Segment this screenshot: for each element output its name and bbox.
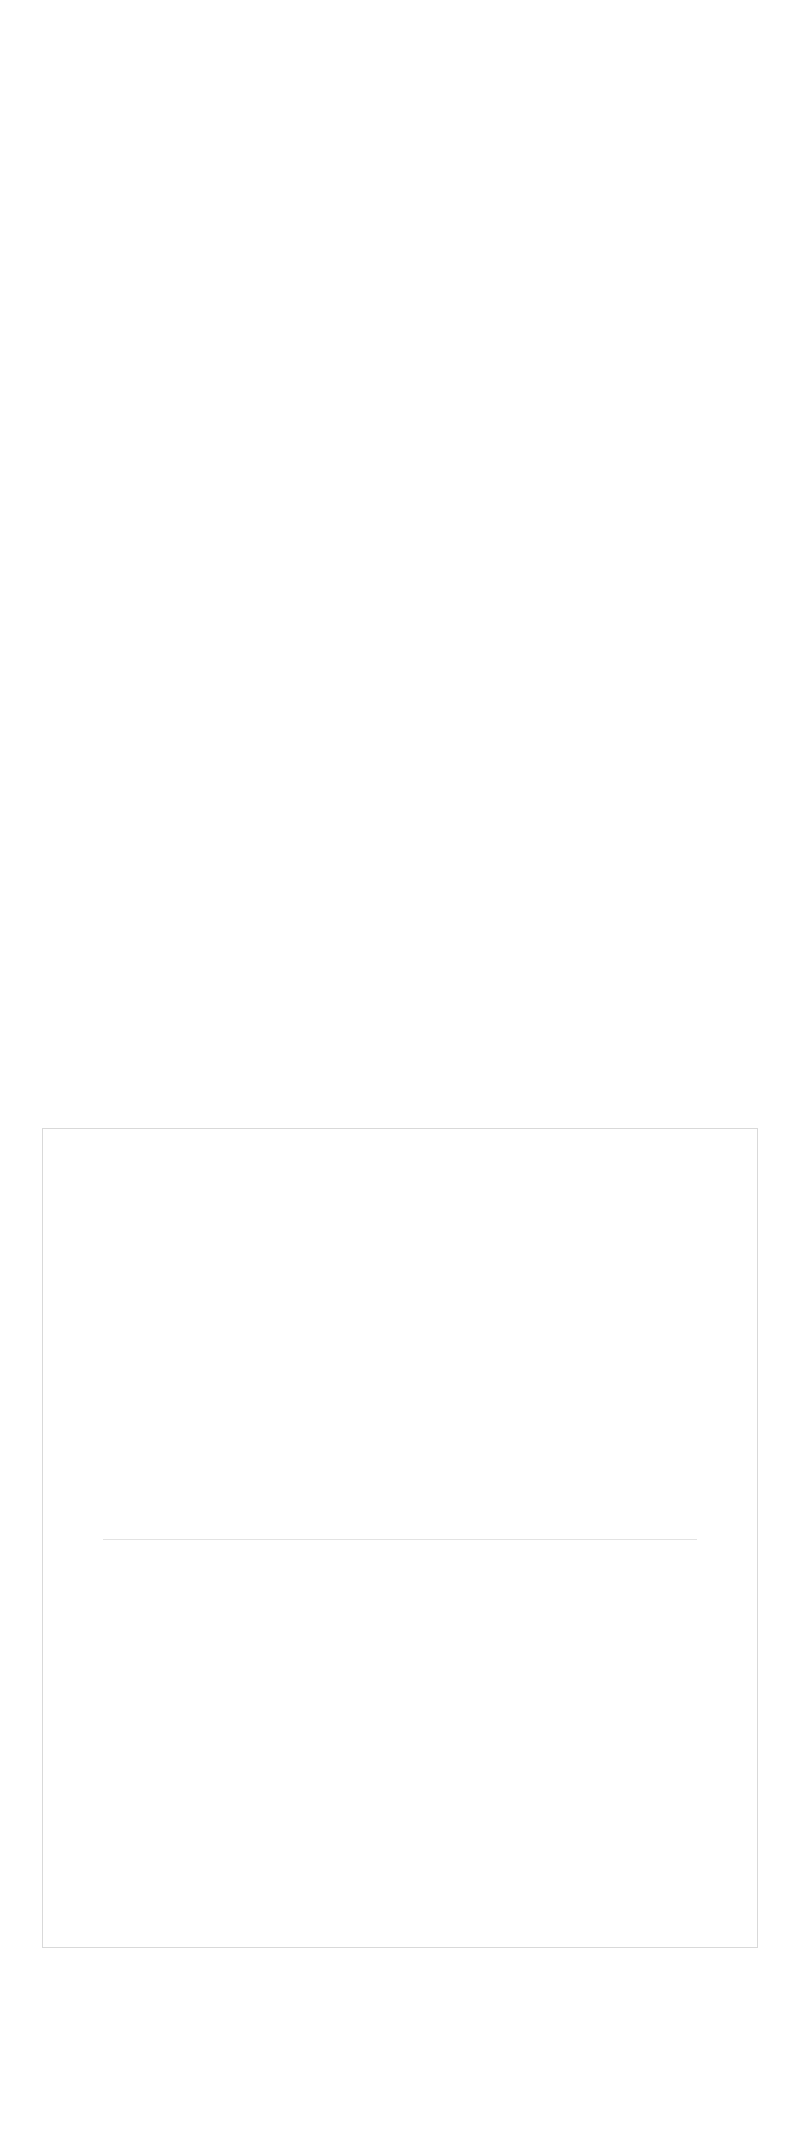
figure-container [42, 1128, 758, 1948]
chart-panel-a [43, 1129, 757, 1537]
chart-panel-b [43, 1537, 757, 1945]
competing-risk-plot-b [43, 1537, 759, 1945]
competing-risk-plot-a [43, 1129, 759, 1537]
